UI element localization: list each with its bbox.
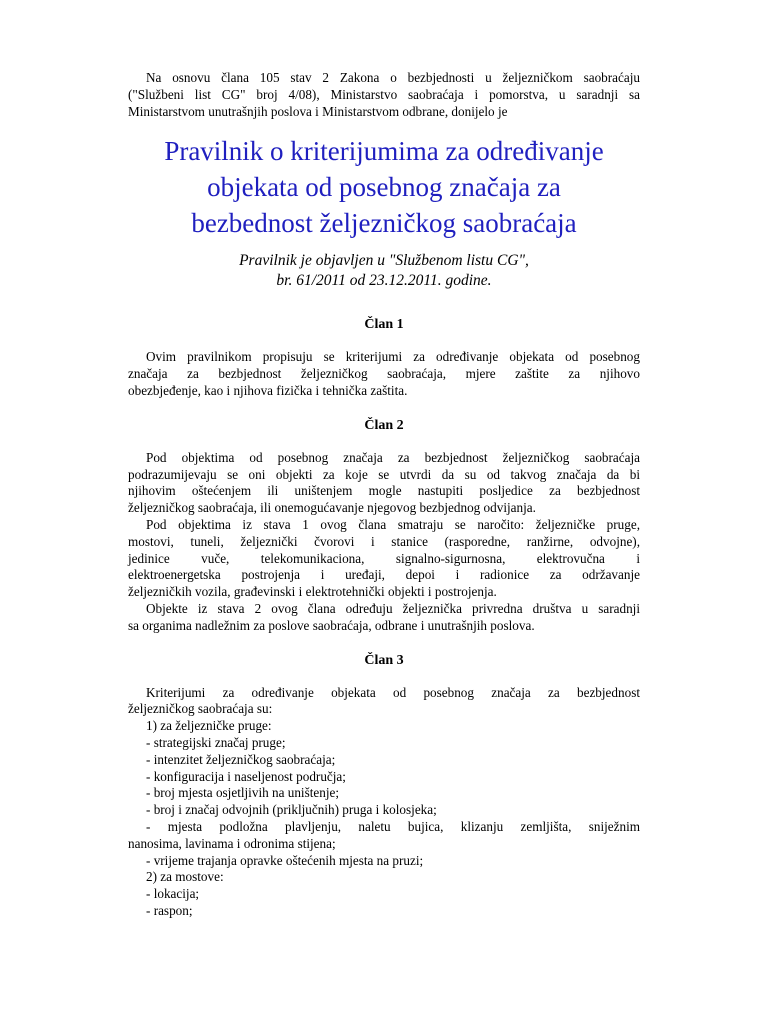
intro-line: Na osnovu člana 105 stav 2 Zakona o bezbjednosti u željezničkom saobraćaju: [146, 70, 640, 85]
intro-paragraph: [128, 70, 640, 120]
title-line: bezbednost željezničkog saobraćaja: [191, 208, 577, 239]
subtitle-line: Pravilnik je objavljen u "Službenom listu CG",: [239, 252, 529, 270]
article-1-heading: Član 1: [364, 317, 404, 333]
publication-note: [128, 251, 640, 291]
article-line: mostovi, tuneli, željeznički čvorovi i stanice (rasporedne, ranžirne, odvojne),: [128, 533, 640, 549]
list-item: - broj mjesta osjetljivih na uništenje;: [146, 785, 340, 801]
intro-line: ("Službeni list CG" broj 4/08), Ministarstvo saobraćaja i pomorstva, u saradnji sa: [128, 86, 640, 102]
article-line: Objekte iz stava 2 ovog člana određuju željeznička privredna društva u saradnji: [146, 600, 640, 616]
article-line: željezničkog saobraćaja su:: [128, 701, 273, 717]
list-item: - mjesta podložna plavljenju, naletu bujica, klizanju zemljišta, sniježnim: [146, 818, 640, 834]
article-line: željezničkih vozila, građevinski i elektrotehnički objekti i postrojenja.: [128, 584, 497, 600]
subtitle-line: br. 61/2011 od 23.12.2011. godine.: [276, 272, 492, 290]
article-line: obezbjeđenje, kao i njihova fizička i tehnička zaštita.: [128, 382, 408, 398]
document-title: [88, 133, 680, 241]
list-item: - lokacija;: [146, 886, 200, 902]
article-line: podrazumijevaju se oni objekti za koje se utvrdi da su od takvog značaja da bi: [128, 466, 640, 482]
article-1-body: [128, 349, 640, 399]
article-2-heading: Član 2: [364, 417, 404, 433]
list-item: - intenzitet željezničkog saobraćaja;: [146, 751, 336, 767]
article-line: jedinice vuče, telekomunikaciona, signalno-sigurnosna, elektrovučna i: [128, 550, 640, 566]
article-line: Kriterijumi za određivanje objekata od posebnog značaja za bezbjednost: [146, 684, 640, 700]
list-item: - vrijeme trajanja opravke oštećenih mjesta na pruzi;: [146, 852, 424, 868]
list-item: - strategijski značaj pruge;: [146, 734, 286, 750]
article-3-body: [128, 685, 640, 920]
article-line: sa organima nadležnim za poslove saobraćaja, odbrane i unutrašnjih poslova.: [128, 617, 535, 633]
intro-line: Ministarstvom unutrašnjih poslova i Ministarstvom odbrane, donijelo je: [128, 103, 508, 119]
title-line: Pravilnik o kriterijumima za određivanje: [164, 136, 604, 167]
article-line: Pod objektima iz stava 1 ovog člana smatraju se naročito: željezničke pruge,: [146, 516, 640, 532]
article-line: njihovim oštećenjem ili uništenjem mogle nastupiti posljedice za bezbjednost: [128, 483, 640, 499]
list-item: - broj i značaj odvojnih (priključnih) pruga i kolosjeka;: [146, 802, 437, 818]
list-item: nanosima, lavinama i odronima stijena;: [128, 835, 336, 851]
article-line: značaja za bezbjednost željezničkog saobraćaja, mjere zaštite za njihovo: [128, 366, 640, 382]
article-3-heading: Član 3: [364, 652, 404, 668]
title-line: objekata od posebnog značaja za: [207, 172, 561, 203]
list-item: 1) za željezničke pruge:: [146, 718, 272, 734]
article-line: Ovim pravilnikom propisuju se kriterijumi za određivanje objekata od posebnog: [146, 349, 640, 365]
article-line: Pod objektima od posebnog značaja za bezbjednost željezničkog saobraćaja: [146, 449, 640, 465]
article-line: željezničkog saobraćaja, ili onemogućavanje njegovog bezbjednog odvijanja.: [128, 500, 536, 516]
document-page: [128, 70, 640, 920]
list-item: - konfiguracija i naseljenost područja;: [146, 768, 346, 784]
list-item: 2) za mostove:: [146, 869, 224, 885]
list-item: - raspon;: [146, 902, 193, 918]
article-2-body: [128, 450, 640, 635]
article-line: elektroenergetska postrojenja i uređaji, depoi i radionice za održavanje: [128, 567, 640, 583]
